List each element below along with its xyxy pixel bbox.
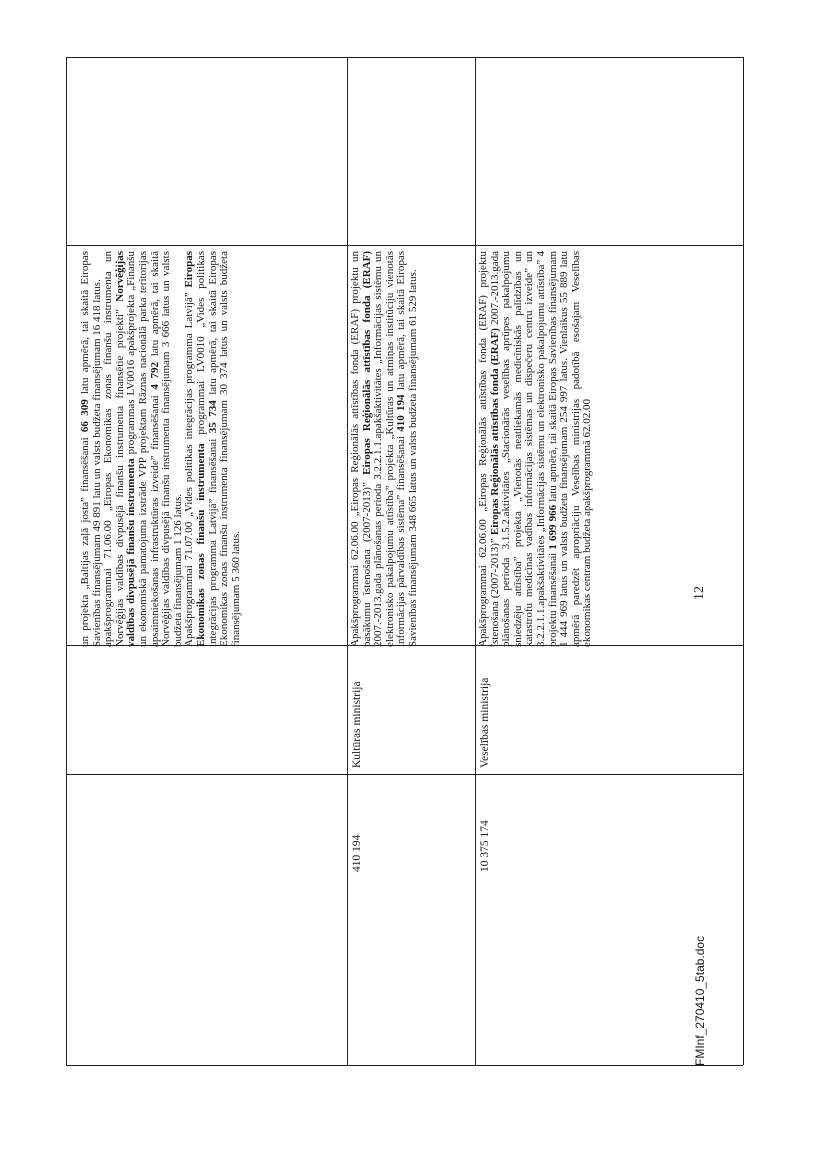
row-3-text [478, 251, 594, 647]
row-2-amount: 410 194 [351, 834, 363, 872]
text-run: 2007.-2013.gada plānošanas perioda 3.2.2.1.1.apakšaktivitātes „Informācijas sistēmu un elektronisko pakalpojumu attīstība” projekta „Kultūras un atmiņas institūciju vienotās informācijas pārvaldības sistēma” finansēšanai [372, 251, 408, 647]
table-border-bottom [66, 1065, 743, 1066]
text-run: Apakšprogrammai 62.06.00 „Eiropas Reģionālās attīstības fonda (ERAF) projektu un pasākumu īstenošana (2007-2013)” [349, 251, 373, 647]
table-border-left [66, 57, 67, 1065]
text-run: Apakšprogrammai 71.07.00 „Vides politikas integrācijas programma Latvijā” [183, 287, 196, 647]
column-divider-text [66, 245, 743, 246]
bold-text-run: 1 699 966 [546, 504, 559, 550]
footer-filename: FMInf_270410_5tab.doc [693, 935, 707, 1066]
paragraph [103, 251, 184, 647]
bold-text-run: 66 309 [79, 399, 91, 433]
bold-text-run: 4 792 [148, 361, 161, 390]
text-run: latu apmērā, tai skaitā Eiropas Savienības finansējumam 348 665 latus un valsts budžeta finansējumam 61 529 latus. [395, 251, 419, 647]
row-2-text [350, 251, 420, 647]
bold-text-run: 35 734 [206, 400, 219, 434]
row-1-text [80, 251, 242, 647]
text-run: latu apmērā, tai skaitā Eiropas Ekonomikas zonas finanšu instrumenta finansējumam 30 374 latus un valsts budžeta finansējumam 5 360 latus. [206, 251, 242, 647]
text-run: 2007.-2013.gada plānošanas perioda 3.1.5.2.aktivitātes „Stacionārās veselības aprūpes pakalpojumu sniedzēju attīstība” projekta „Vienotās neatliekamās medicīniskās palīdzības un katastrofu medicīnas vadības informācijas sistēmas un dispečeru centru izveide” un 3.2.2.1.1.apakšaktivitātes „Informācijas sistēmu un elektronisko pakalpojumu attīstība” 4 projektu finansēšanai [488, 251, 559, 647]
text-run: latu apmērā, tai skaitā Eiropas Savienības finansējumam 1 444 969 latus un valsts budžeta finansējumam 254 997 latus. Vienlaikus 55 889 latu apmērā paredzēt apropriāciju Veselības ministrijas padotībā esošajam Veselības ekonomikas centram budžeta apakšprogrammā 62.02.00 [546, 251, 594, 647]
row-divider-2 [475, 57, 476, 1065]
paragraph [80, 251, 103, 647]
text-run: un projekta „Baltijas zaļā josta” finansēšanai [79, 432, 91, 647]
paragraph [350, 251, 420, 647]
row-divider-1 [347, 57, 348, 1065]
bold-text-run: Eiropas Ekonomikas zonas finanšu instrumenta [183, 251, 207, 647]
bold-text-run: Norvēģijas valdības divpusējā finanšu instrumenta [113, 251, 138, 647]
text-run: latu apmērā, tai skaitā Norvēģijas valdības divpusējā finanšu instrumenta finansējumam 3 666 latus un valsts budžeta finansējumam 1 126 latus. [148, 250, 184, 647]
column-divider-amount [66, 774, 743, 775]
text-run: latu apmērā, tai skaitā Eiropas Savienības finansējumam 49 891 latu un valsts budžeta finansējumam 16 418 latus. [79, 251, 103, 647]
table-border-top [66, 57, 743, 58]
page-number: 12 [692, 586, 707, 600]
paragraph [478, 251, 594, 647]
bold-text-run: Eiropas Reģionālās attīstības fonda (ERAF) [360, 251, 373, 475]
row-3-amount: 10 375 174 [479, 820, 491, 872]
table-border-right [743, 57, 744, 1065]
bold-text-run: 410 194 [395, 394, 408, 432]
text-run: apakšprogrammai 71.06.00 „Eiropas Ekonomikas zonas finanšu instrumenta un Norvēģijas valdības divpusējā finanšu instrumenta finansētie projekti” [102, 251, 126, 647]
paragraph [184, 251, 242, 647]
row-2-ministry: Kultūras ministrija [351, 681, 363, 768]
text-run: Apakšprogrammai 62.06.00 „Eiropas Reģionālās attīstības fonda (ERAF) projektu īstenošana (2007-2013)” [477, 251, 501, 647]
text-run: programmai LV0010 „Vides politikas integrācijas programma Latvijā” finansēšanai [194, 251, 219, 647]
bold-text-run: Eiropas Reģionālās attīstības fonda (ERAF) [488, 328, 501, 536]
text-run: programmas LV0016 apakšprojekta „Finanšu un ekonomiskā pamatojuma izstrāde VPP projektam Rāznas nacionālā parka teritorijas apsaimniekošanas infrastruktūras izveide” finansēšanai [125, 251, 161, 647]
row-3-ministry: Veselības ministrija [479, 677, 491, 768]
